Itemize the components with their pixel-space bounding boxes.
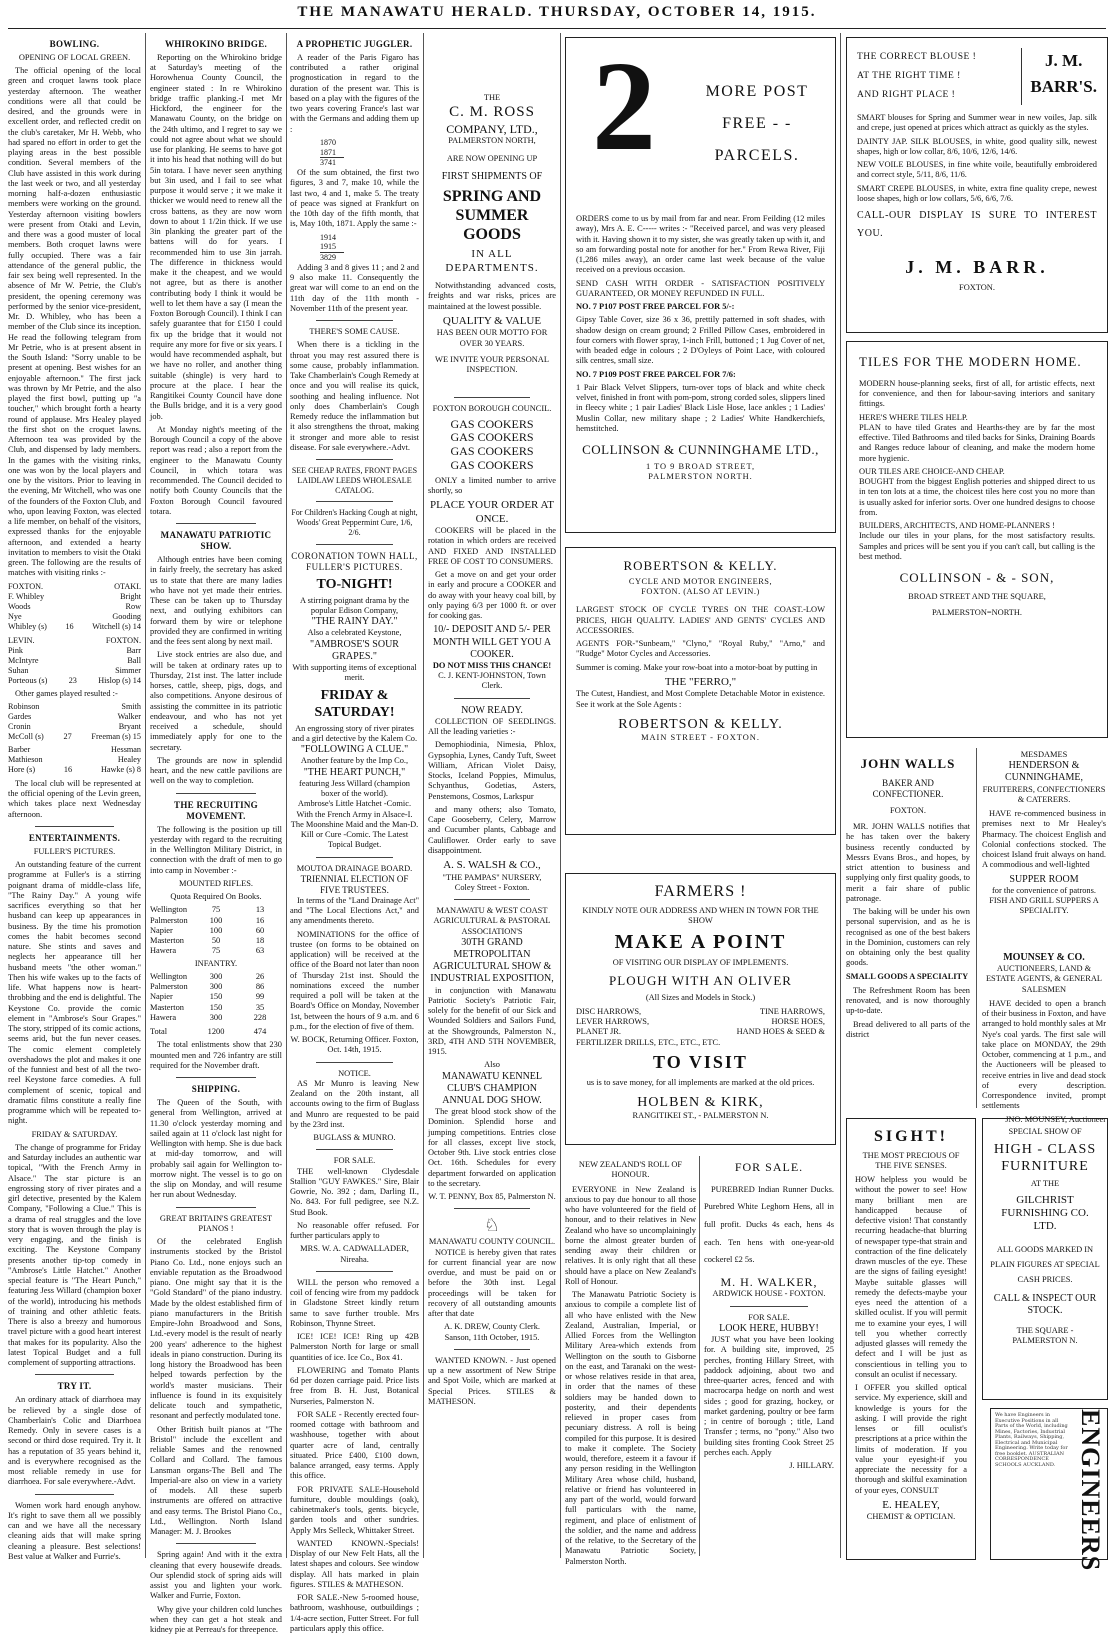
article-paragraph: Of the sum obtained, the first two figures, 3 and 7, make 10, while the last two, 4 and 1, make 5. The treaty of peace was signed at Frankfurt on the 10th day of the fifth month, that is, May 10th, 1871. Apply the same :- [290, 168, 419, 229]
article-paragraph: In terms of the "Land Drainage Act" and "The Local Elections Act," and any amendments thereto. [290, 895, 419, 926]
divider [176, 523, 255, 524]
ad-borough: FOXTON BOROUGH COUNCIL. [432, 404, 552, 414]
masthead-rule [8, 28, 1106, 29]
ad-gilchrist [982, 1118, 1108, 1400]
headline-juggler: A PROPHETIC JUGGLER. [296, 39, 413, 49]
column-divider [976, 748, 977, 1108]
ad-line: W. T. PENNY, Box 85, Palmerston N. [428, 1192, 556, 1202]
ad-heading: FOR SALE. [734, 1160, 804, 1174]
ad-mounsey [982, 952, 1106, 1124]
article-paragraph: THE well-known Clydesdale Stallion "GUY FAWKES." Sire, Blair Gowrie, No. 392 ; dam, Darling II., No. 843. For full pedigree, see N.Z. Stud Book. [290, 1166, 419, 1217]
article-paragraph: Adding 3 and 8 gives 11 ; and 2 and 9 also make 11. Consequently the great war will come to an end on the 11th day of the 11th month -November 11th of the present year. [290, 262, 419, 313]
article-paragraph: FOR SALE.-New 5-roomed house, bathroom, washhouse, outbuildings ; 1/4-acre section, Futter Street. For full particulars apply this office. [290, 1593, 419, 1633]
column-divider [145, 33, 146, 1558]
headline-whirokino: WHIROKINO BRIDGE. [164, 39, 268, 49]
ad-robertson-kelly [565, 547, 836, 835]
ad-line: MRS. W. A. CADWALLADER, Nireaha. [300, 1244, 409, 1264]
ad-body: SPECIAL SHOW OF HIGH - CLASS FURNITURE AT THE GILCHRIST FURNISHING CO. LTD. ALL GOODS MARKED IN PLAIN FIGURES AT SPECIAL CASH PRICES. CALL & INSPECT OUR STOCK. THE SQUARE - PALMERSTON N. [990, 1127, 1100, 1345]
ad-barr [846, 37, 1108, 333]
ad-line: C. J. KENT-JOHNSTON, Town Clerk. [438, 671, 546, 691]
score-table-other: Robinson Smith Gardes Walker Cronin Bryant McColl (s) 27 Freeman (s) 15 Barber Hessman Mathieson Healey Hore (s) 16 Hawke (s) 8 [8, 701, 141, 774]
ad-for-sale-ducks [704, 1160, 834, 1560]
article-paragraph: COLLECTION OF SEEDLINGS. All the leading varieties :- [428, 716, 556, 737]
divider [316, 544, 393, 545]
headline-shipping: SHIPPING. [191, 1084, 241, 1095]
ad-john-walls [846, 750, 970, 1105]
column-1 [8, 33, 141, 1561]
ad-line: BUGLASS & MUNRO. [313, 1133, 396, 1143]
ad-line: MANAWATU & WEST COAST AGRICULTURAL & PASTORAL ASSOCIATION'S [433, 906, 551, 936]
divider [730, 1306, 808, 1307]
article-paragraph: The Queen of the South, with general from Wellington, arrived at 11.30 o'clock yesterday morning and sailed again at 11 o'clock last night for Wellington with hemp. She is due back at mid-day tomorrow, and will probably sail again for Wellington to-morrow night. The vessel is to go on the slip on Monday, and will resume her run about Wednesday. [150, 1098, 282, 1200]
ad-engineers [990, 1408, 1108, 1572]
article-paragraph: Bread delivered to all parts of the district [846, 1019, 970, 1039]
ad-spring-summer: SPRING AND SUMMER GOODS [442, 187, 542, 244]
article-paragraph: The local club will be represented at the official opening of the Levin green, which takes place next Wednesday afternoon. [8, 778, 141, 819]
article-paragraph: The baking will be under his own personal supervision, and as he is recognised as one of the best bakers in the Dominion, customers can rely on obtaining only the best quality goods. [846, 907, 970, 968]
sum-figures: 1870 1871 3741 [320, 138, 419, 168]
divider [454, 899, 531, 900]
divider [176, 1543, 255, 1544]
article-paragraph: NOTICE is hereby given that rates for current financial year are now overdue, and must be paid on or before the 30th inst. Legal proceedings will be taken for recovery of all outstanding amounts after that date [428, 1247, 556, 1319]
ad-line: "FOLLOWING A CLUE." [300, 744, 409, 756]
ad-body: ROBERTSON & KELLY. CYCLE AND MOTOR ENGINEERS, FOXTON. (ALSO AT LEVIN.) LARGEST STOCK OF CYCLE TYRES ON THE COAST.-LOW PRICES, HIGH QUALITY. LADIES' AND GENTS' CYCLES AND ACCESSORIES. AGENTS FOR-"Sunbeam," "Clyno," "Royal Ruby," "Arno," and "Rudge" Motor Cycles and Accessories. Summer is coming. Make your row-boat into a motor-boat by putting in THE "FERRO," The Cutest, Handiest, and Most Complete Detachable Motor in existence. See it work at the Sole Agents : ROBERTSON & KELLY. MAIN STREET - FOXTON. [576, 558, 825, 742]
ad-gas-cookers: GAS COOKERS GAS COOKERS GAS COOKERS GAS COOKERS [450, 416, 534, 473]
ad-line: BAKER AND CONFECTIONER. [872, 777, 944, 799]
ad-healey-sight [846, 1118, 976, 1560]
column-3 [290, 33, 419, 1633]
ad-line: Coley Street - Foxton. [454, 882, 530, 892]
divider [316, 320, 393, 321]
ad-engineers-word: ENGINEERS [1076, 1409, 1105, 1572]
divider [316, 1149, 393, 1150]
article-paragraph: Get a move on and get your order in early and procure a COOKER and do away with your heavy coal bill, by only paying 6/3 per 1000 ft. or over for cooking gas. [428, 570, 556, 621]
article-paragraph: Reporting on the Whirokino bridge at Saturday's meeting of the Horowhenua County Council, the engineer stated : In re Whirokino bridge traffic planking.-I met Mr Hickford, the engineer for the Manawatu County, on the bridge on the 24th ultimo, and I regret to say we could not agree about what we should use for planking. He seems to have got it into his head that nothing will do but 5in totara. I have never seen anything but 3in used, and I fail to see what purpose it would serve ; it we make it thicker we would need to renew all the cross battens, as they are now worn down to about 1 1/2in thick. If we use 3in planking the greater part of the battens will do for years. I recommended him to use 3in jarrah. The difference in thickness would make it the cheapest, and we would not agree, but as there is another contributing body I think it would be well to let them have a say (I mean the Foxton Borough Council). I think I can safely guarantee that for £150 I could fix up the bridge that it would not require any more for five or six years. I would have recommended asphalt, but we have no roller, and another thing suitable (shingle) is very hard to procure at the place. I hear the Rangitikei County Council have done the Bulls bridge, and it is a very good job. [150, 52, 282, 421]
ad-tonight: TO-NIGHT! [316, 576, 393, 592]
ad-line: "THE RAINY DAY." [311, 616, 398, 628]
ad-laidlaw: SEE CHEAP RATES, FRONT PAGES LAIDLAW LEEDS WHOLESALE CATALOG. [291, 466, 418, 495]
article-paragraph: Live stock entries are also due, and will be taken at ordinary rates up to Thursday, 21st inst. The latter include horses, cattle, sheep, pigs, dogs, and also competitions. Anyone desirous of assisting the committee in its patriotic endeavour, and who has not yet received a schedule, should immediately apply for one to the secretary. [150, 650, 282, 752]
table-caption: Quota Required On Books. [170, 892, 262, 902]
ad-line: MESDAMES [1020, 750, 1068, 759]
ad-line: "THE PAMPAS" NURSERY, [442, 872, 542, 882]
article-roll-of-honour [565, 1160, 696, 1566]
article-paragraph: A reader of the Paris Figaro has contributed a rather original prognostication in regard to the duration of the present war. This is based on a play with the figures of the two years covering France's last war with the Germans and adding them up : [290, 52, 419, 134]
column-divider [840, 33, 841, 1558]
headline-patriotic-show: MANAWATU PATRIOTIC SHOW. [160, 530, 272, 552]
ad-line: featuring Jess Willard (champion boxer of the world). [299, 778, 410, 799]
article-paragraph: Spring again! And with it the extra cleaning that every housewife dreads. Our splendid stock of spring aids will assist you and lighten your work. Walker and Furrie, Foxton. [150, 1550, 282, 1601]
article-paragraph: No reasonable offer refused. For further particulars apply to [290, 1220, 419, 1241]
article-paragraph: The great blood stock show of the Dominion. Splendid horse and jumping competitions. Entries close for all classes, except live stock, October 9th. Live stock entries close Oct. 16th. Schedules for every department forwarded on application to the secretary. [428, 1107, 556, 1188]
headline-entertainments: ENTERTAINMENTS. [28, 832, 121, 843]
subhead-friday: FRIDAY & SATURDAY. [31, 1129, 118, 1139]
divider [316, 501, 393, 502]
article-paragraph: An outstanding feature of the current programme at Fuller's is a stirring poignant drama of middle-class life, "The Rainy Day." A young wife sacrifices everything so that her husband can keep up appearances in business. By the time his promotion comes the habit becomes second nature. She stints and saves and neglects her appearance till her husband meets "the other woman." Then his wife wakes up to the facts of life. What happens now is heart-throbbing and the end is delightful. The Keystone Co. provide the comic element in "Ambrose's Sour Grapes." The story, stripped of its comic actions, seems arid, but the fun never ceases. The comic element completely overshadows the plot and makes it one of the funniest and best of all the two-reel Keystone farce comedies. A full complement of scenic, topical and dramatic films constitute a really fine programme which will be repeated to-night. [8, 860, 141, 1126]
ad-line: SUPPER ROOM [1009, 873, 1079, 885]
ad-notice: NOTICE. [338, 1068, 371, 1078]
headline-try-it: TRY IT. [57, 1381, 92, 1392]
table-caption: INFANTRY. [194, 958, 238, 968]
article-paragraph: The total enlistments show that 230 mounted men and 726 infantry are still required for the November draft. [150, 1040, 282, 1070]
ad-line: Another feature by the Imp Co., [300, 756, 409, 766]
column-divider [699, 1156, 700, 1556]
ad-collinson-post-free [565, 37, 836, 533]
article-paragraph: Notwithstanding advanced costs, freights and war risks, prices are maintained at the lowest possible. [428, 281, 556, 311]
article-paragraph: ONLY a limited number to arrive shortly, so [428, 475, 556, 496]
article-paragraph: Demophiodinia, Nimesia, Phlox, Gypsophia, Lynes, Candy Tuft, Sweet William, African Violet Daisy, Stocks, Iceland Poppies, Mimulus, Schyanthus, Godetias, Asters, Penstemons, Cosmos, Larkspur [428, 740, 556, 801]
ad-body: SIGHT! THE MOST PRECIOUS OF THE FIVE SENSES. HOW helpless you would be without the power to see! How many brilliant men are handicapped because of defective vision! That constantly recurring headache-that blurring of newspaper type-that strain and contraction of the fine delicately drawn muscles of the eye. These are the signs of failing eyesight! Maybe suitable glasses will remedy the defects-maybe your eyes need the attention of a skilled oculist. If you will permit me to examine your eyes, I will tell you whether correctly adjusted glasses will remedy the defect and I will be just as conscientious in telling you to consult an oculist if necessary. I OFFER you skilled optical service. My experience, skill and knowledge is yours for the asking. I will provide the right lenses or fill oculist's prescriptions at a price within the limits of moderation. If you value your eyesight-if you appreciate the necessity for a thorough and skilful examination of your eyes, CONSULT E. HEALEY, CHEMIST & OPTICIAN. [855, 1128, 967, 1522]
ad-line: J. HILLARY. [789, 1461, 834, 1471]
article-paragraph: The grounds are now in splendid heart, and the new cattle pavilions are well on the way to completion. [150, 755, 282, 786]
column-4 [428, 33, 556, 1558]
headline-roll: NEW ZEALAND'S ROLL OF HONOUR. [578, 1160, 683, 1180]
ad-line: M. H. WALKER, [720, 1274, 818, 1289]
column-divider [286, 33, 287, 1558]
ad-line: "THE HEART PUNCH," [303, 766, 406, 778]
ad-line: JNO. MOUNSEY, Auctioneer [1005, 1114, 1106, 1124]
divider [176, 1207, 255, 1208]
ad-line: A. K. DREW, County Clerk. [443, 1322, 540, 1332]
divider [176, 1077, 255, 1078]
subhead-fullers: FULLER'S PICTURES. [33, 846, 116, 856]
article-paragraph: The following is the position up till yesterday with regard to the recruiting in the Wellington Military District, in connection with the draft of men to go into camp in November :- [150, 824, 282, 875]
article-paragraph: At Monday night's meeting of the Borough Council a copy of the above report was read ; also a report from the engineer to the Manawatu County Council, in which totara was recommended. The Council decided to notify both County Councils that the Foxton Borough Council favoured totara. [150, 424, 282, 516]
article-paragraph: NOMINATIONS for the office of trustee (on forms to be obtained on application) will be received at the office of the Board not later than noon of Thursday 21st inst. Should the nominations exceed the number required a poll will be taken at the Board's Office on Monday, November 1st, between the hours of 9 a.m. and 6 p.m., for the election of five of them. [290, 929, 419, 1031]
article-paragraph: EVERYONE in New Zealand is anxious to pay due honour to all those who have volunteered for the field of honour, and to their relatives in New Zealand who have so uncomplainingly borne the almost greater burden of sending away their children or relatives. It is only right that all these should have a place on New Zealand's Roll of Honour. [565, 1184, 696, 1286]
article-paragraph: Although entries have been coming in fairly freely, the secretary has asked us to state that there are many ladies who have not yet made their entries. These can be taken up to Thursday next, and outlying exhibitors can forward them by wire or telephone provided they are confirmed in writing and the fees sent along by next mail. [150, 555, 282, 647]
ad-heading: HENDERSON & CUNNINGHAME, [1004, 760, 1084, 784]
ad-post-free-title: MORE POST FREE - - PARCELS. [705, 83, 809, 164]
ad-line: FISH AND GRILL SUPPERS A SPECIALITY. [989, 896, 1099, 916]
article-paragraph: An ordinary attack of diarrhoea may be relieved by a single dose of Chamberlain's Colic and Diarrhoea Remedy. Only in severe cases is a second or third dose required. Try it. It has a reputation of 35 years behind it, and is everywhere recognised as the most reliable remedy in use for diarrhoea. For sale everywhere.-Advt. [8, 1395, 141, 1487]
ad-line: ARE NOW OPENING UP [446, 154, 538, 164]
ad-body: FARMERS ! KINDLY NOTE OUR ADDRESS AND WHEN IN TOWN FOR THE SHOW MAKE A POINT OF VISITING OUR DISPLAY OF IMPLEMENTS. PLOUGH WITH AN OLIVER (All Sizes and Models in Stock.) DISC HARROWS, TINE HARROWS, LEVER HARROWS, HORSE HOES, PLANET JR. HAND HOES & SEED & FERTILIZER DRILLS, ETC., ETC., ETC. TO VISIT us is to save money, for all implements are marked at the old prices. HOLBEN & KIRK, RANGITIKEI ST., - PALMERSTON N. [576, 883, 825, 1121]
ad-line: FIRST SHIPMENTS OF [441, 170, 543, 182]
table-caption: MOUNTED RIFLES. [179, 878, 253, 888]
ad-line: 10/- DEPOSIT AND 5/- PER MONTH WILL GET YOU A COOKER. [432, 624, 552, 660]
recruit-table-rifles: Wellington 75 13 Palmerston 100 16 Napier 100 60 Masterton 50 18 Hawera 75 63 [150, 905, 265, 956]
ad-body: THE CORRECT BLOUSE ! AT THE RIGHT TIME ! AND RIGHT PLACE ! J. M. BARR'S. SMART blouses for Spring and Summer wear in new voiles, Jap. silk and crepe, just opened at prices which attract as quickly as the styles. DAINTY JAP. SILK BLOUSES, in white, good quality silk, newest shapes, high or low collar, 8/6, 10/6, 12/6, 14/6. NEW VOILE BLOUSES, in fine white voile, beautifully embroidered and correct style, 5/11, 8/6, 11/6. SMART CREPE BLOUSES, in white, extra fine quality crepe, newest loose shapes, high or low collars, 5/6, 6/6, 7/6. CALL-OUR DISPLAY IS SURE TO INTEREST YOU. J. M. BARR. FOXTON. [847, 38, 1107, 303]
divider [316, 857, 393, 858]
ad-line: An engrossing story of river pirates and a girl detective by the Kalem Co. [291, 723, 418, 743]
ad-line: Also a celebrated Keystone, [307, 628, 402, 638]
headline-bowling: BOWLING. [49, 39, 100, 49]
ad-body: ORDERS come to us by mail from far and near. From Feilding (12 miles away), Mrs A. E. C----- writes :- "Received parcel, and was very pleased with it. Having shown it to my sister, she was greatly taken up with it, and so am forwarding postal note for another for her." From Rewa River, Fiji (1,286 miles away), an order came last week because of the value received on a previous occasion. SEND CASH WITH ORDER - SATISFACTION POSITIVELY GUARANTEED, OR MONEY REFUNDED IN FULL. NO. 7 P107 POST FREE PARCEL FOR 5/-: Gipsy Table Cover, size 36 x 36, prettily patterned in soft shades, with shadow design on cream ground; 2 Frilled Pillow Cases, embroidered in four corners with flower spray, 1-inch Frill, buttoned ; 1 Jug Cover of net, with beaded edge in colours ; 2 D'Oyleys of Point Lace, with coloured silk centres, small size. NO. 7 P109 POST FREE PARCEL FOR 7/6: 1 Pair Black Velvet Slippers, turn-over tops of black and white check velvet, finished in front with pom-pom, strong corded soles, slippers lined in fleecy white ; 1 pair Ladies' Black Lisle Hose, lace ankles ; 1 Ladies' Muslin Collar, new military shape ; 2 Ladies' White Handkerchiefs, hemstitched. COLLINSON & CUNNINGHAME LTD., 1 TO 9 BROAD STREET, PALMERSTON NORTH. [576, 214, 825, 482]
column-divider [560, 33, 561, 1558]
ad-line: HAS BEEN OUR MOTTO FOR OVER 30 YEARS. [436, 328, 548, 348]
ad-heading-pianos: GREAT BRITAIN'S GREATEST PIANOS ! [159, 1213, 273, 1233]
recruit-table-total: Total 1200 474 [150, 1027, 267, 1037]
article-paragraph: WANTED KNOWN.-Specials! Display of our New Felt Hats, all the latest shapes and colours. See window display. All hats marked in plain figures. STILES & MATHESON. [290, 1538, 419, 1589]
headline-recruiting: THE RECRUITING MOVEMENT. [174, 799, 258, 821]
ad-line: QUALITY & VALUE [442, 314, 542, 327]
ad-tiles [846, 341, 1108, 738]
divider [316, 1271, 393, 1272]
recruit-table-infantry: Wellington 300 26 Palmerston 300 86 Napier 150 99 Masterton 150 35 Hawera 300 228 [150, 971, 267, 1022]
sum-figures: 1914 1915 3829 [320, 233, 419, 263]
ad-line: for the convenience of patrons. [992, 885, 1096, 895]
ad-line: LOOK HERE, HUBBY! [719, 1322, 819, 1334]
article-paragraph: and many others; also Tomato, Cape Gooseberry, Celery, Marrow and Cucumber plants, Cabbage and Cauliflower. Order early to save disappointment. [428, 804, 556, 855]
article-paragraph: HAVE re-commenced business in premises next to Mr Healey's Pharmacy. The choicest English and Colonial confections stocked. The choicest Island fruit always on hand. A commodious and well-lighted [982, 809, 1106, 870]
article-paragraph: FLOWERING and Tomato Plants 6d per dozen carriage paid. Price lists free from B. H. Just, Botanical Nurseries, Palmerston N. [290, 1365, 419, 1406]
ad-for-sale: FOR SALE. [333, 1156, 376, 1166]
column-2 [150, 33, 282, 1635]
ad-line: MANAWATU KENNEL CLUB'S CHAMPION ANNUAL DOG SHOW. [441, 1070, 543, 1106]
ad-henderson [982, 750, 1106, 940]
ad-line: PLACE YOUR ORDER AT ONCE. [430, 499, 554, 525]
divider [454, 1208, 531, 1209]
big-two: 2 [592, 35, 656, 177]
article-paragraph: HAVE decided to open a branch of their business in Foxton, and have arranged to hold monthly sales at Mr Nye's coal yards. The first sale will take place on MONDAY, the 29th October, commencing at 1 p.m., and the Auctioneers will be pleased to receive entries in live and dead stock of every description. Correspondence invited, prompt settlements [982, 998, 1106, 1111]
ad-line: COMPANY, LTD., [446, 121, 538, 136]
ad-line: Sanson, 11th October, 1915. [444, 1332, 540, 1342]
ad-coronation-hall: CORONATION TOWN HALL, FULLER'S PICTURES. [291, 550, 418, 572]
ad-now-ready: NOW READY. [461, 704, 523, 716]
article-paragraph: Of the celebrated English instruments stocked by the Bristol Piano Co. Ltd., none enjoys such an enviable reputation as the Broadwood piano. One might say that it is the "Gold Standard" of the piano industry. Made by the oldest established firm of piano manufacturers in the British Empire-John Broadwood and Sons, Ltd.-every model is the result of nearly 200 years' adherence to the highest ideals in piano construction. During its long history the Broadwood has been helped towards perfection by the world's master musicians. Their influence is found in its exquisitely delicate touch and sympathetic, resonant and perfectly modulated tone. [150, 1237, 282, 1421]
ad-line: WE INVITE YOUR PERSONAL INSPECTION. [435, 354, 549, 375]
ad-body: TILES FOR THE MODERN HOME. MODERN house-planning seeks, first of all, for artistic effects, next for convenience, and then for labour-saving interiors and sanitary fittings. HERE'S WHERE TILES HELP. PLAN to have tiled Grates and Hearths-they are by far the most effective. Tiled Bathrooms and tiled backs for Sinks, Draining Boards and Ranges reduce labour of cleaning, and make the modern home more hygienic. OUR TILES ARE CHOICE-AND CHEAP. BOUGHT from the biggest English potteries and shipped direct to us in ten ton lots at a time, the choicest tiles here cost you no more than is usually asked for inferior sorts. Over one hundred designs to choose from. BUILDERS, ARCHITECTS, AND HOME-PLANNERS ! Include our tiles in your plans, for the most satisfactory results. Samples and prices will be sent you if you can't call, but calling is the best method. COLLINSON - & - SON, BROAD STREET AND THE SQUARE, PALMERSTON=NORTH. [859, 354, 1095, 618]
ad-line: Also [484, 1060, 500, 1070]
ad-line: IN ALL DEPARTMENTS. [445, 248, 539, 274]
headline-cause: THERE'S SOME CAUSE. [309, 327, 400, 337]
article-paragraph: Women work hard enough anyhow. It's right to save them all we possibly can and we have all the necessary cleaning aids that will make spring cleaning a pleasure. Best selections! Best value at Walker and Furrie's. [8, 1500, 141, 1561]
ad-line: SMALL GOODS A SPECIALITY [846, 971, 969, 981]
score-table-otaki: FOXTON. OTAKI. F. Whibley Bright Woods Row Nye Gooding Whibley (s) 16 Witchell (s) 14 [8, 581, 141, 631]
article-paragraph: When there is a tickling in the throat you may rest assured there is some cause, probably inflammation. Take Chamberlain's Cough Remedy at once and you will realise its quick, soothing and healing influence. Not only does Chamberlain's Cough Remedy reduce the inflammation but it also strengthens the throat, making it stronger and more able to resist disease. For sale everywhere.-Advt. [290, 340, 419, 452]
ad-line: With supporting items of exceptional merit. [292, 663, 417, 683]
ad-line: FOXTON. [890, 805, 926, 815]
ad-ross-title: C. M. ROSS [449, 104, 535, 121]
article-paragraph: COOKERS will be placed in the rotation in which orders are received AND FIXED AND INSTALLED FREE OF COST TO CONSUMERS. [428, 526, 556, 566]
ad-heading: MOUNSEY & CO. [1003, 952, 1085, 963]
divider [35, 826, 115, 827]
ad-holben-kirk [565, 873, 836, 1145]
score-table-levin: LEVIN. FOXTON. Pink Barr McIntyre Ball Suhan Simmer Porteous (s) 23 Hislop (s) 14 [8, 635, 141, 685]
article-paragraph: MR. JOHN WALLS notifies that he has taken over the bakery business recently conducted by Messrs Evans Bros., and hopes, by strict attention to business and supplying only first quality goods, to merit a fair share of public patronage. [846, 822, 970, 903]
ad-engineers-text: We have Engineers in Executive Positions in all Parts of the World, including Mines, Factories, Industrial Plants, Railways, Shipping, Electrical and Municipal Engineering. Write today for free booklet. AUSTRALIAN CORRESPONDENCE SCHOOLS AUCKLAND. [995, 1412, 1068, 1468]
ad-line: THE [483, 93, 501, 102]
ad-line: DO NOT MISS THIS CHANCE! [432, 660, 552, 670]
ad-line: PALMERSTON NORTH, [448, 136, 536, 146]
divider [316, 459, 393, 460]
ad-line: ARDWICK HOUSE - FOXTON. [712, 1289, 826, 1299]
divider [454, 1349, 531, 1350]
ad-woods: For Children's Hacking Cough at night, Woods' Great Peppermint Cure, 1/6, 2/6. [291, 508, 418, 537]
article-paragraph: WANTED KNOWN. - Just opened up a new assortment of New Stripe and Spot Voile, which are marked at Special Prices. STILES & MATHESON. [428, 1355, 556, 1406]
article-paragraph: Other British built pianos at "The Bristol" include the excellent and reliable Sames and the renowned Collard and Collard. The famous Lansman organs-The Bell and The Imperial-are also on view in a variety of models. All these superb instruments are offered on attractive and easy terms. The Bristol Piano Co., Ltd., Wellington. North Island Manager: M. J. Brookes [150, 1424, 282, 1537]
ad-line: FRUITERERS, CONFECTIONERS & CATERERS. [982, 784, 1106, 804]
article-paragraph: AS Mr Munro is leaving New Zealand on the 20th instant, all accounts owing to the firm of Buglass and Munro are requested to be paid by the 23rd inst. [290, 1078, 419, 1129]
masthead: THE MANAWATU HERALD. THURSDAY, OCTOBER 14, 1915. [297, 4, 817, 20]
article-paragraph: The Manawatu Patriotic Society is anxious to compile a complete list of all who have enlisted with the New Zealand, Australian, Imperial, or Allied Forces from the Wellington Military Area-which extends from Wellington on the south to Gisborne on the east, and Taranaki on the west-or whose relatives reside in that area, in order that the names of these soldiers may be handed down to posterity, and their dependents relieved in proper cases from pecuniary distress. A roll is being compiled for this purpose. It is desired to make it complete. The Society would, therefore, esteem it a favour if any person residing in the Wellington Military Area whose child, husband, relative or friend has volunteered in any part of the world, would forward full particulars with the name, regiment, and place of enlistment of the soldier, and the name and address of the relative, to the Secretary of the Manawatu Patriotic Society, Palmerston North. [565, 1290, 696, 1566]
article-paragraph: PUREBRED Indian Runner Ducks. Purebred White Leghorn Hens, all in full profit. Ducks 4s each, hens 4s each. Ten hens with one-year-old cockerel £2 5s. [704, 1184, 834, 1265]
ad-line: W. BOCK, Returning Officer. Foxton, Oct. 14th, 1915. [290, 1035, 419, 1055]
divider [176, 793, 255, 794]
subhead-opening: OPENING OF LOCAL GREEN. [18, 52, 131, 62]
ad-line: "AMBROSE'S SOUR GRAPES." [310, 638, 399, 662]
article-paragraph: in conjunction with Manawatu Patriotic Society's Patriotic Fair, solely for the benefit of our Sick and Wounded Soldiers and Sailors Fund, at the Showgrounds, Palmerston N., 3RD, 4TH AND 5TH NOVEMBER, 1915. [428, 985, 556, 1057]
ad-line: TRIENNIAL ELECTION OF FIVE TRUSTEES. [300, 873, 409, 895]
column-divider [423, 33, 424, 1558]
ad-line: A stirring poignant drama by the popular Edison Company, [299, 595, 410, 615]
ad-moutoa: MOUTOA DRAINAGE BOARD. [296, 863, 413, 873]
ad-heading: FOR SALE. [748, 1312, 790, 1322]
article-paragraph: JUST what you have been looking for. A building site, improved, 25 perches, fronting Hillary Street, with paddock adjoining, about two and three-quarter acres, fenced and with macrocarpa hedge on north and west sides ; good for grazing, hockey, or market gardening, poultry or bee farm ; in centre of borough ; title, Land Transfer ; terms, no "pony." Also two building sites fronting Cook Street 25 perches each. Apply [704, 1335, 834, 1457]
article-paragraph: Why give your children cold lunches when they can get a hot steak and kidney pie at Perreau's for threepence. [150, 1604, 282, 1635]
ad-line: AUCTIONEERS, LAND & ESTATE AGENTS, & GENERAL SALESMEN [985, 964, 1103, 994]
article-paragraph: The Refreshment Room has been renovated, and is now thoroughly up-to-date. [846, 985, 970, 1016]
ad-line: 30TH GRAND METROPOLITAN AGRICULTURAL SHOW & INDUSTRIAL EXPOSITION, [430, 936, 554, 985]
crest-icon: ♘ [483, 1215, 501, 1236]
ad-heading: JOHN WALLS [860, 756, 956, 771]
ad-line: MANAWATU COUNTY COUNCIL. [428, 1237, 556, 1247]
divider [454, 698, 531, 699]
divider [316, 1062, 393, 1063]
ad-line: A. S. WALSH & CO., [443, 859, 541, 872]
ad-friday-saturday: FRIDAY & SATURDAY! [314, 687, 395, 720]
article-paragraph: The change of programme for Friday and Saturday includes an authentic war topical, "With the French Army in Alsace." The star picture is an engrossing story of river pirates and a girl detective, presented by the Kalem Company, "Following a Clue." This is a drama of real struggles and the love story that is woven through the play is very engaging, and the finish is exciting. The Keystone Company presents another tip-top comedy in "Ambrose's Little Hatchet." Another special feature is "The Heart Punch," featuring Jess Willard (champion boxer of the world), introducing his methods of training and other athletic feats. There is also a breezy and humorous travel picture with a good heart interest that makes for its popularity. Also the latest Topical Budget and a full complement of supporting attractions. [8, 1142, 141, 1368]
article-paragraph: WILL the person who removed a coil of fencing wire from my paddock in Gladstone Street kindly return same to save further trouble. Mrs Robinson, Thynne Street. [290, 1277, 419, 1328]
divider [35, 1494, 115, 1495]
article-paragraph: Other games played resulted :- [15, 688, 118, 698]
article-paragraph: FOR SALE - Recently erected four-roomed cottage with bathroom and washhouse, together with about quarter acre of land, centrally situated. Price £400, £100 down, balance arranged, easy terms. Apply this office. [290, 1409, 419, 1481]
divider [35, 1374, 115, 1375]
article-paragraph: The official opening of the local green and croquet lawns took place yesterday afternoon. The weather conditions were all that could be desired, and the grounds were in excellent order, and reflected credit on the club's caretaker, Mr H. Webb, who had spared no effort in order to get the playing areas in the best possible condition. Several members of the Club have assisted in this work during the last week or two, and all yesterday morning half-a-dozen enthusiastic members were working on the ground. Yesterday afternoon visiting bowlers were present from Otaki and Levin, and there was a good muster of local members. Both croquet lawns were fully occupied. There was a fair attendance of the general public, the fair sex being well represented. In the absence of Mr W. Petrie, the Club's president, the opening ceremony was performed by the senior vice-president, Mr. D. Whibley, who has been a member of the Club since its inception. He read the following telegram from Mr Petrie, who is at present absent in the South Island: "Sorry unable to be present at opening. Best wishes for an enjoyable afternoon." The first jack was thrown by Mr Petrie, and the also played the first bowl, putting up "a toucher," which brought forth a hearty round of applause. Mrs Healey played the first shot on the croquet lawns. Afternoon tea was provided by the Club, and dispensed by lady members. In the games with the visiting rinks, one was won by the local players and one by the visitors. Prior to leaving in the evening, Mr Witchell, who was one of the founders of the Foxton Club, and who, upon leaving Foxton, was elected a life member, on behalf of the visitors, expressed thanks for the enjoyable afternoon, and extended a hearty invitation to members to visit the Otaki green. The following are the results of matches with visiting rinks :- [8, 66, 141, 578]
divider [454, 397, 531, 398]
ad-line: Ambrose's Little Hatchet -Comic. With the French Army in Alsace-I. The Moonshine Maid and the Man-D. Kill or Cure -Comic. The Latest Topical Budget. [290, 799, 419, 850]
article-paragraph: FOR PRIVATE SALE-Household furniture, double mouldings (oak), cabinetmaker's tools, gents. bicycle, garden tools and other sundries. Apply Mrs Selleck, Whittaker Street. [290, 1484, 419, 1535]
article-paragraph: ICE! ICE! ICE! Ring up 42B Palmerston North for large or small quantities of ice. Ice Co., Box 41. [290, 1332, 419, 1362]
